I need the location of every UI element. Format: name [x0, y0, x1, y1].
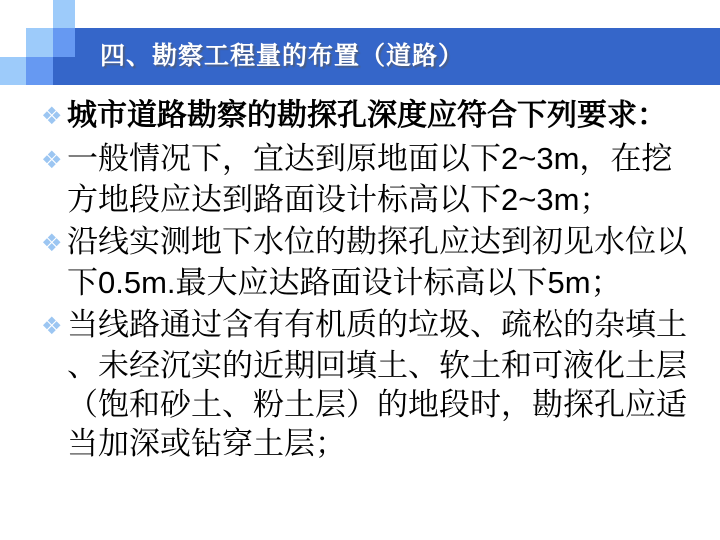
slide-body — [41, 96, 697, 466]
title-bar — [75, 28, 720, 85]
bullet-text: 当线路通过含有有机质的垃圾、疏松的杂填土、未经沉实的近期回填土、软土和可液化土层（饱和砂土、粉土层）的地段时，勘探孔应适当加深或钻穿土层； — [67, 307, 687, 461]
bullet-item — [41, 96, 697, 136]
deco-square-icon — [26, 57, 53, 85]
bullet-text: 城市道路勘察的勘探孔深度应符合下列要求： — [67, 99, 667, 132]
diamond-bullet-icon: ❖ — [41, 103, 63, 130]
bullet-text: 沿线实测地下水位的勘探孔应达到初见水位以下0.5m.最大应达路面设计标高以下5m； — [67, 224, 687, 300]
deco-square-icon — [0, 57, 26, 85]
diamond-bullet-icon: ❖ — [41, 147, 63, 174]
diamond-bullet-icon: ❖ — [41, 230, 63, 257]
slide-title: 四、勘察工程量的布置（道路） — [100, 42, 465, 70]
deco-square-icon — [26, 28, 53, 57]
deco-square-icon — [53, 0, 75, 28]
bullet-item — [41, 222, 697, 302]
deco-square-icon — [53, 57, 75, 85]
bullet-item — [41, 305, 697, 463]
bullet-text: 一般情况下，宜达到原地面以下2~3m，在挖方地段应达到路面设计标高以下2~3m； — [67, 141, 673, 217]
diamond-bullet-icon: ❖ — [41, 313, 63, 340]
deco-square-icon — [53, 28, 75, 57]
bullet-item — [41, 139, 697, 219]
